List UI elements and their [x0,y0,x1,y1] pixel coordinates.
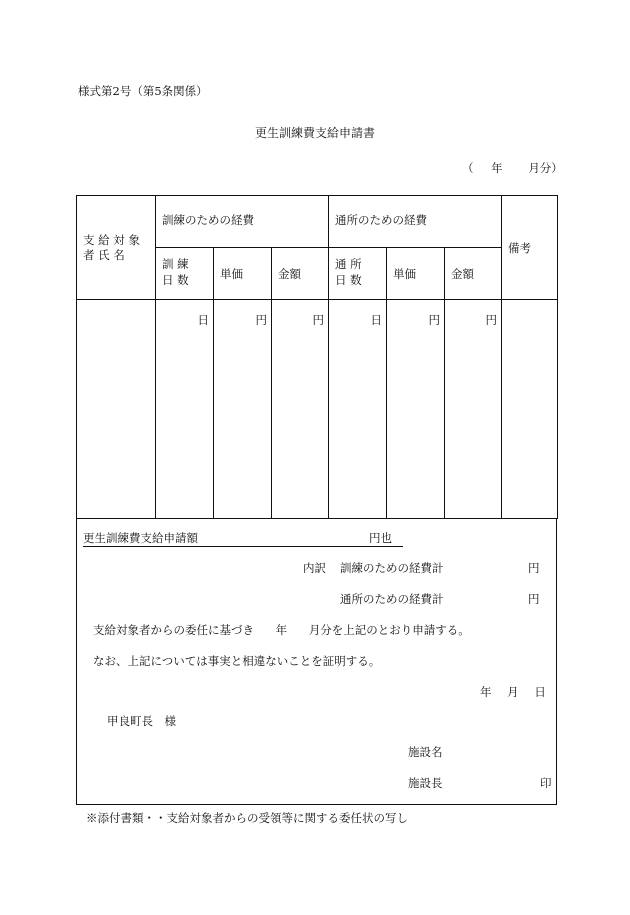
facility-name-label: 施設名 [408,745,443,759]
training-expense-header: 訓練のための経費 [156,196,329,248]
attachment-note: ※添付書類・・支給対象者からの受領等に関する委任状の写し [86,811,408,825]
period-year: 年 [491,161,503,175]
breakdown-label: 内訳 [303,561,326,575]
training-days-header: 訓 練 日 数 [156,248,214,300]
date-day: 日 [534,685,546,699]
training-unit-price-header: 単価 [214,248,272,300]
training-days-cell[interactable]: 日 [156,300,214,519]
commute-total-label: 通所のための経費計 [340,592,444,606]
commute-unit-price-cell[interactable]: 円 [387,300,445,519]
training-total-unit: 円 [528,561,540,575]
training-total-label: 訓練のための経費計 [340,561,444,575]
training-amount-cell[interactable]: 円 [272,300,329,519]
recipient-name-cell[interactable] [77,300,156,519]
seal-mark: 印 [540,776,552,790]
addressee: 甲良町長 様 [107,714,176,728]
recipient-name-header: 支 給 対 象 者 氏 名 [77,196,156,300]
delegation-statement [93,622,470,638]
commute-total-unit: 円 [528,592,540,606]
period-month: 月分） [528,161,563,175]
commute-unit-price-header: 単価 [387,248,445,300]
remarks-header: 備考 [502,196,558,300]
statement-year: 年 [275,623,288,637]
commute-days-header: 通 所 日 数 [329,248,387,300]
period-field [462,160,563,176]
training-unit-price-cell[interactable]: 円 [214,300,272,519]
facility-head-label: 施設長 [408,776,443,790]
application-amount-label: 更生訓練費支給申請額 [83,531,198,545]
date-field[interactable] [480,684,546,700]
application-summary-box [76,519,557,805]
date-month: 月 [507,685,519,699]
commute-amount-cell[interactable]: 円 [445,300,502,519]
training-amount-header: 金額 [272,248,329,300]
remarks-cell[interactable] [502,300,558,519]
form-number-label: 様式第2号（第5条関係） [78,84,208,98]
commute-expense-header: 通所のための経費 [329,196,502,248]
commute-amount-header: 金額 [445,248,502,300]
statement-part-a: 支給対象者からの委任に基づき [93,623,254,637]
expense-table [76,195,558,519]
date-year: 年 [480,685,492,699]
statement-part-c: 月分を上記のとおり申請する。 [308,623,470,637]
certification-statement: なお、上記については事実と相違ないことを証明する。 [93,654,381,668]
document-title: 更生訓練費支給申請書 [254,126,375,140]
application-amount-line[interactable] [83,530,403,547]
application-amount-unit: 円也 [369,531,392,545]
period-open: （ [462,161,474,175]
commute-days-cell[interactable]: 日 [329,300,387,519]
